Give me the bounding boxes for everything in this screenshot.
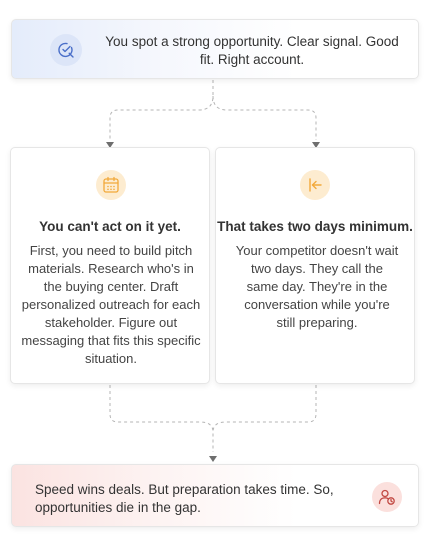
arrow-left-into-bar-icon <box>300 170 330 200</box>
opportunity-text: You spot a strong opportunity. Clear signal. Good fit. Right account. <box>105 34 399 67</box>
user-clock-icon <box>372 482 402 512</box>
conclusion-text: Speed wins deals. But preparation takes time. So, opportunities die in the gap. <box>35 482 334 515</box>
two-days-body: Your competitor doesn't wait two days. They call the same day. They're in the conversation while you're still preparing. <box>235 243 399 330</box>
target-check-icon <box>50 34 82 66</box>
two-days-card <box>215 147 415 384</box>
conclusion-card <box>11 464 419 527</box>
two-days-title: That takes two days minimum. <box>217 219 413 234</box>
calendar-icon <box>96 170 126 200</box>
arrow-head-bottom <box>209 456 217 462</box>
opportunity-card <box>11 19 419 79</box>
cant-act-body: First, you need to build pitch materials. Research who's in the buying center. Draft personalized outreach for each stakeholder. Figure out messaging that fits this specific situation. <box>21 243 201 366</box>
cant-act-card <box>10 147 210 384</box>
cant-act-title: You can't act on it yet. <box>39 219 181 234</box>
